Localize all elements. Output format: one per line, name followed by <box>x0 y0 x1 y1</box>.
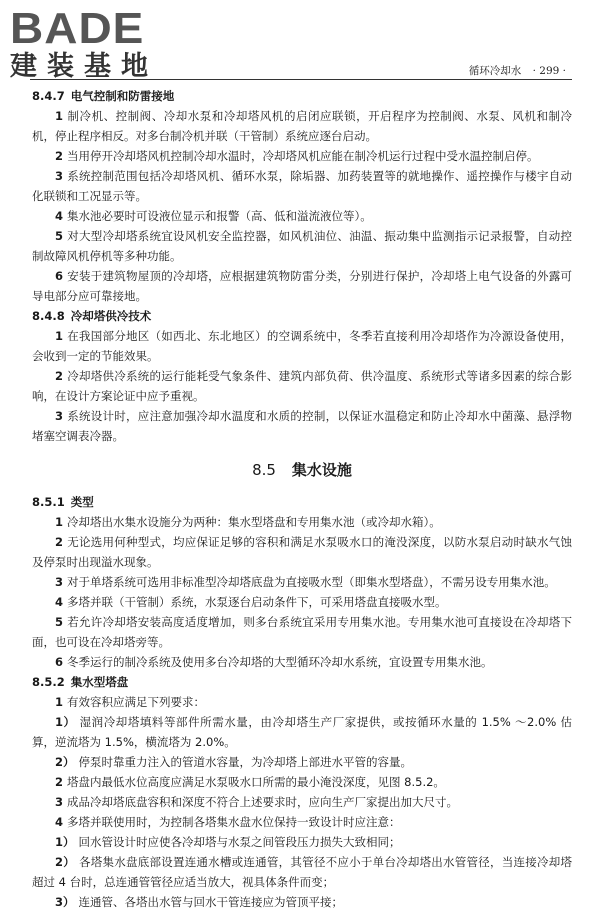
paragraph-text: 成品冷却塔底盘容积和深度不符合上述要求时，应向生产厂家提出加大尺寸。 <box>67 795 459 809</box>
section-title: 电气控制和防雷接地 <box>70 89 175 103</box>
paragraph-text: 停泵时靠重力注入的管道水容量，为冷却塔上部进水平管的容量。 <box>78 755 413 769</box>
item-number: 5 <box>55 615 64 629</box>
item-number: 1） <box>55 835 75 849</box>
paragraph <box>32 572 572 592</box>
paragraph <box>32 512 572 532</box>
paragraph <box>32 612 572 652</box>
paragraph <box>32 892 572 912</box>
paragraph-text: 集水池必要时可设液位显示和报警（高、低和溢流液位等）。 <box>67 209 372 223</box>
paragraph-text: 对大型冷却塔系统宜设风机安全监控器，如风机油位、油温、振动集中监测指示记录报警，自动控制故障风机停机等多种功能。 <box>32 229 572 263</box>
paragraph-text: 有效容积应满足下列要求： <box>67 695 206 709</box>
paragraph <box>32 206 572 226</box>
section-heading <box>32 86 572 106</box>
item-number: 3 <box>55 409 64 423</box>
paragraph-text: 系统设计时，应注意加强冷却水温度和水质的控制，以保证水温稳定和防止冷却水中菌藻、悬浮物堵塞空调表冷器。 <box>32 409 572 443</box>
item-number: 6 <box>55 269 64 283</box>
chapter-title: 集水设施 <box>291 461 352 479</box>
item-number: 3） <box>55 895 75 909</box>
paragraph-text: 制冷机、控制阀、冷却水泵和冷却塔风机的启闭应联锁，开启程序为控制阀、水泵、风机和制冷机，停止程序相反。对多台制冷机并联（干管制）系统应逐台启动。 <box>32 109 572 143</box>
section-number: 8.4.7 <box>32 89 65 103</box>
paragraph-text: 冷却塔出水集水设施分为两种：集水型塔盘和专用集水池（或冷却水箱）。 <box>67 515 441 529</box>
paragraph <box>32 852 572 892</box>
item-number: 1 <box>55 695 64 709</box>
item-number: 4 <box>55 595 64 609</box>
paragraph-text: 若允许冷却塔安装高度适度增加，则多台系统宜采用专用集水池。专用集水池可直接设在冷却塔下面，也可设在冷却塔旁等。 <box>32 615 572 649</box>
paragraph-text: 系统控制范围包括冷却塔风机、循环水泵，除垢器、加药装置等的就地操作、遥控操作与楼宇自动化联锁和工况显示等。 <box>32 169 572 203</box>
page-number: · 299 · <box>532 65 566 77</box>
paragraph-text: 在我国部分地区（如西北、东北地区）的空调系统中，冬季若直接利用冷却塔作为冷源设备使用，会收到一定的节能效果。 <box>32 329 572 363</box>
item-number: 2 <box>55 775 64 789</box>
paragraph-text: 多塔并联（干管制）系统，水泵逐台启动条件下，可采用塔盘直接吸水型。 <box>67 595 447 609</box>
paragraph <box>32 366 572 406</box>
item-number: 2） <box>55 855 75 869</box>
item-number: 2 <box>55 535 64 549</box>
item-number: 1 <box>55 329 64 343</box>
paragraph <box>32 166 572 206</box>
section-title: 类型 <box>70 495 94 509</box>
paragraph <box>32 652 572 672</box>
paragraph-text: 对于单塔系统可选用非标准型冷却塔底盘为直接吸水型（即集水型塔盘），不需另设专用集水池。 <box>67 575 556 589</box>
item-number: 1 <box>55 515 64 529</box>
paragraph <box>32 226 572 266</box>
paragraph <box>32 406 572 446</box>
logo-subtitle: 建装基地 <box>10 51 158 82</box>
paragraph <box>32 752 572 772</box>
item-number: 2） <box>55 755 75 769</box>
section-heading <box>32 306 572 326</box>
paragraph-text: 冬季运行的制冷系统及使用多台冷却塔的大型循环冷却水系统，宜设置专用集水池。 <box>67 655 493 669</box>
paragraph-text: 塔盘内最低水位高度应满足水泵吸水口所需的最小淹没深度，见图 8.5.2。 <box>67 775 445 789</box>
paragraph-text: 各塔集水盘底部设置连通水槽或连通管，其管径不应小于单台冷却塔出水管管径，当连接冷却塔超过 4 台时，总连通管管径应适当放大，视具体条件而变； <box>32 855 572 889</box>
item-number: 3 <box>55 795 64 809</box>
section-title: 冷却塔供冷技术 <box>70 309 152 323</box>
page-body <box>32 86 572 912</box>
paragraph <box>32 532 572 572</box>
item-number: 1） <box>55 715 76 729</box>
paragraph-text: 安装于建筑物屋顶的冷却塔，应根据建筑物防雷分类，分别进行保护，冷却塔上电气设备的外露可导电部分应可靠接地。 <box>32 269 572 303</box>
section-title: 集水型塔盘 <box>70 675 129 689</box>
paragraph-text: 多塔并联使用时，为控制各塔集水盘水位保持一致设计时应注意： <box>67 815 401 829</box>
item-number: 4 <box>55 815 64 829</box>
paragraph <box>32 832 572 852</box>
section-number: 8.5.1 <box>32 495 65 509</box>
header-chapter: 循环冷却水 <box>468 65 522 77</box>
item-number: 3 <box>55 169 64 183</box>
paragraph-text: 无论选用何种型式，均应保证足够的容积和满足水泵吸水口的淹没深度，以防水泵启动时缺水气蚀及停泵时出现溢水现象。 <box>32 535 572 569</box>
paragraph <box>32 812 572 832</box>
item-number: 2 <box>55 149 64 163</box>
paragraph <box>32 792 572 812</box>
paragraph <box>32 712 572 752</box>
paragraph <box>32 146 572 166</box>
paragraph <box>32 772 572 792</box>
paragraph-text: 冷却塔供冷系统的运行能耗受气象条件、建筑内部负荷、供冷温度、系统形式等诸多因素的综合影响，在设计方案论证中应予重视。 <box>32 369 572 403</box>
paragraph <box>32 692 572 712</box>
item-number: 6 <box>55 655 64 669</box>
paragraph <box>32 266 572 306</box>
paragraph <box>32 326 572 366</box>
logo-brand: BADE <box>10 3 145 53</box>
running-header <box>469 63 566 78</box>
item-number: 4 <box>55 209 64 223</box>
paragraph-text: 回水管设计时应使各冷却塔与水泵之间管段压力损失大致相同； <box>78 835 401 849</box>
item-number: 3 <box>55 575 64 589</box>
paragraph-text: 湿润冷却塔填料等部件所需水量，由冷却塔生产厂家提供，或按循环水量的 1.5% ～2.0% 估算，逆流塔为 1.5%，横流塔为 2.0%。 <box>32 715 572 749</box>
paragraph <box>32 106 572 146</box>
paragraph-text: 当用停开冷却塔风机控制冷却水温时，冷却塔风机应能在制冷机运行过程中受水温控制启停。 <box>67 149 539 163</box>
paragraph-text: 连通管、各塔出水管与回水干管连接应为管顶平接； <box>78 895 344 909</box>
item-number: 5 <box>55 229 64 243</box>
chapter-number: 8.5 <box>252 461 276 479</box>
item-number: 2 <box>55 369 64 383</box>
section-heading <box>32 492 572 512</box>
item-number: 1 <box>55 109 64 123</box>
publisher-logo <box>10 3 158 82</box>
section-number: 8.5.2 <box>32 675 65 689</box>
section-number: 8.4.8 <box>32 309 65 323</box>
paragraph <box>32 592 572 612</box>
chapter-heading <box>32 458 572 482</box>
header-rule <box>30 79 572 80</box>
section-heading <box>32 672 572 692</box>
